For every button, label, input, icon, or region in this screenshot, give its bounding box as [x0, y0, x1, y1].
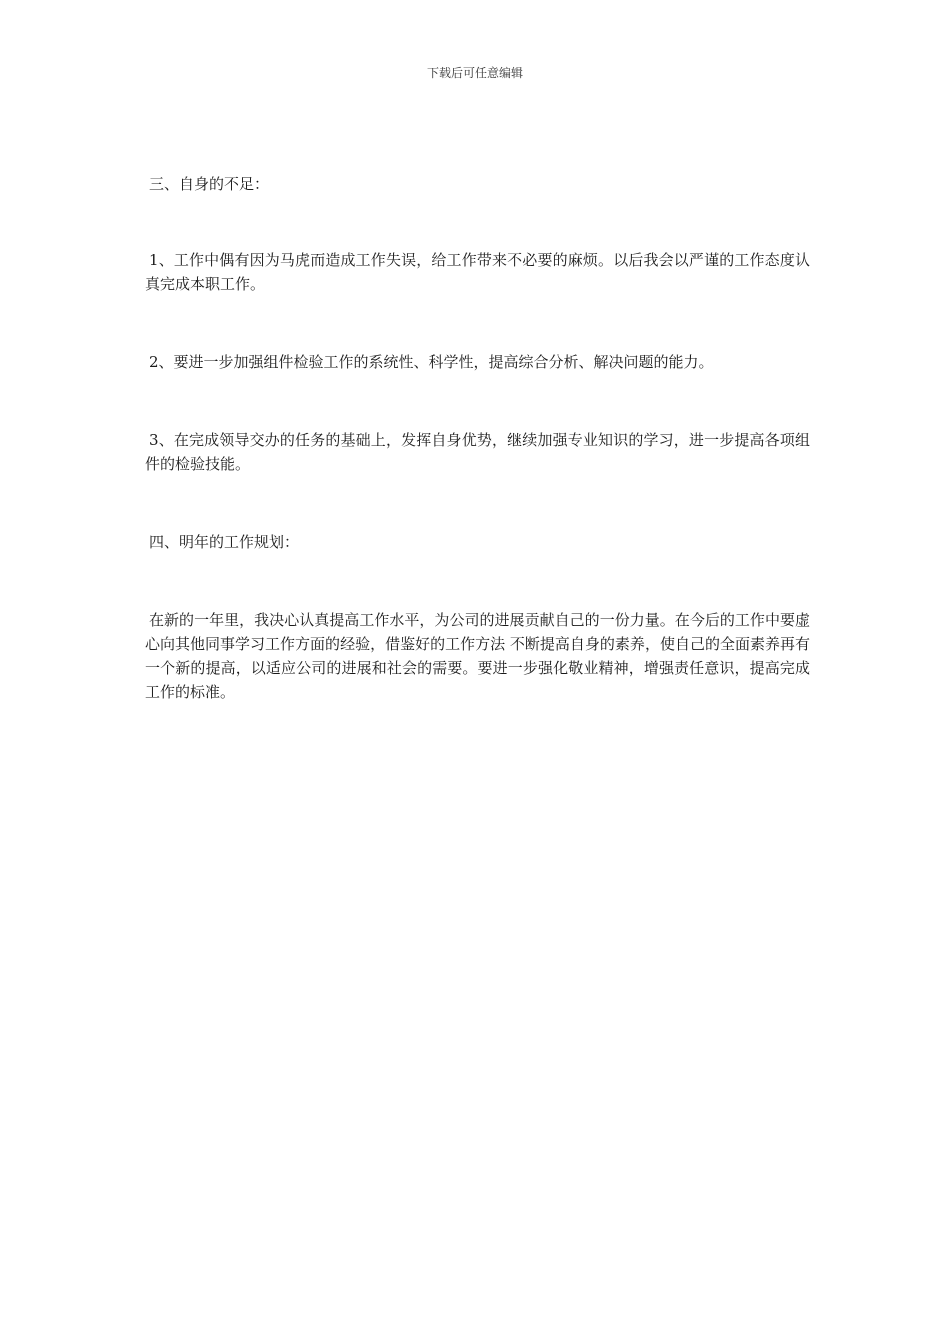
- section-heading-next-year-plan: 四、明年的工作规划：: [149, 533, 300, 551]
- paragraph-shortcoming-3: 3、在完成领导交办的任务的基础上，发挥自身优势，继续加强专业知识的学习，进一步提高各项组件的检验技能。: [145, 431, 810, 473]
- paragraph-shortcoming-1: 1、工作中偶有因为马虎而造成工作失误，给工作带来不必要的麻烦。以后我会以严谨的工作态度认真完成本职工作。: [145, 251, 810, 293]
- paragraph-shortcoming-2: 2、要进一步加强组件检验工作的系统性、科学性，提高综合分析、解决问题的能力。: [149, 353, 714, 371]
- paragraph-next-year-plan: 在新的一年里，我决心认真提高工作水平，为公司的进展贡献自己的一份力量。在今后的工作中要虚心向其他同事学习工作方面的经验，借鉴好的工作方法 不断提高自身的素养，使自己的全面素养再有一个新的提高，以适应公司的进展和社会的需要。要进一步强化敬业精神，增强责任意识，提高完成工作的标准。: [145, 611, 810, 701]
- document-body: [145, 172, 810, 704]
- section-heading-shortcomings: 三、自身的不足：: [149, 175, 270, 193]
- page-header: 下载后可任意编辑: [426, 66, 523, 80]
